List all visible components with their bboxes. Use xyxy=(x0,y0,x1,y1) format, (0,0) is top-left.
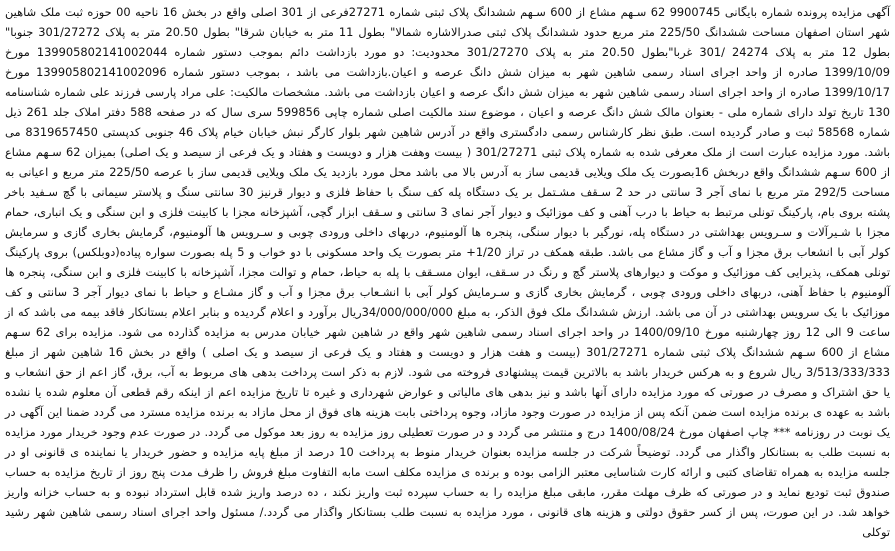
notice-body-text: آگهی مزایده پرونده شماره بایگانی 9900745 62 سـهم مشاع از 600 سـهم ششدانگ پلاک ثبتی شماره 27271فرعی از 301 اصلی واقع در بخش 16 ناحیه 00 حوزه ثبت ملک شاهین شهر استان اصفهان مساحت ششدانگ 225/50 متر مربع حدود ششدانگ پلاک ثبتی صدرالاشاره شمالا" بطول 11 متر به خیابان شرقا" بطول 20.50 متر به پلاک 301/27272 جنوبا" بطول 12 متر به پلاک 24274 /301 غربا"بطول 20.50 متر به پلاک 301/27270 محدودیت: دو مورد بازداشت دائم بموجب دستور شماره 139905802141002044 مورخ 1399/10/09 صادره از واحد اجرای اسناد رسمی شاهین شهر به میزان شش دانگ عرصه و اعیان.بازداشت می باشد ، بموجب دستور شماره 139905802141002096 مورخ 1399/10/17 صادره از واحد اجرای اسناد رسمی شاهین شهر به میزان شش دانگ عرصه و اعیان بازداشت می باشد. مشخصات مالکیت: علی مراد پارسی فرزند علی شماره شناسنامه 130 تاریخ تولد دارای شماره ملی - بعنوان مالک شش دانگ عرصه و اعیان ، موضوع سند مالکیت اصلی شماره چاپی 599856 سری سال که در صفحه 588 دفتر املاک جلد 261 ذیل شماره 58568 ثبت و صادر گردیده است. طبق نظر کارشناس رسمی دادگستری واقع در آدرس شاهین شهر بلوار کارگر نبش خیابان خیام پلاک 46 جنوبی کدپستی 8319657450 می باشد. مورد مزایده عبارت است از ملک معرفی شده به شماره پلاک ثبتی 301/27271 ( بیست وهفت هزار و دویست و هفتاد و یک فرعی از سیصد و یک اصلی) بمیزان 62 سـهم مشاع از 600 سـهم ششدانگ واقع دربخش 16بصورت یک ملک ویلایی قدیمی ساز به آدرس بالا می باشد محل مورد بازدید یک ملک ویلایی قدیمی ساز با عرصه 225/50 متر مربع و اعیانی به مساحت 292/5 متر مربع با نمای آجر 3 سانتی در حد 2 سـقف مشـتمل بر یک دستگاه پله کف سنگ با حفاظ فلزی و دیوار قرنیز 30 سانتی سنگ و پلاستر سیمانی با گچ سـفید باخر پشته بروی بام، پارکینگ تونلی مرتبط به حیاط با درب آهنی و کف موزائیک و دیوار آجر نمای 3 سانتی و سـقف ابزار گچی، آشپزخانه مجزا با کابینت فلزی و ابن سنگی و یک انباری، حمام مجزا با شـیرآلات و سـرویس بهداشتی در دستگاه پله، نورگیر با دیوار سنگی، پنجره ها آلومنیوم، دربهای داخلی ورودی چوبی و سـرویس ها آلومنیوم، گرمایش بخاری گازی و سرمایش کولر آبی با انشعاب برق مجزا و آب و گاز مشاع می باشد. طبقه همکف در تراز 1/20+ متر بصورت یک واحد مسکونی با دو خواب و 5 پله بصورت سواره پیاده(دوبلکس) بروی پارکینگ تونلی همکف، پذیرایی کف موزائیک و موکت و دیوارهای پلاستر گچ و رنگ در سـقف، ایوان مسـقف با پله به حیاط، حمام و توالت مجزا، آشپزخانه با کابینت فلزی و ابن سنگی، پنجره ها آلومنیوم با حفاظ آهنی، دربهای داخلی ورودی چوبی ، گرمایش بخاری گازی و سـرمایش کولر آبی با انشـعاب برق مجزا و آب و گاز مشـاع و حیاط با نمای دیوار آجر 3 سانتی و کف موزائیک با یک سرویس بهداشتی در آن می باشد. ارزش ششدانگ ملک فوق الذکر، به مبلغ 34/000/000/000ریال برآورد و اعلام گردیده و بنابر اعلام بستانکار فاقد بیمه می باشد که از ساعت 9 الی 12 روز چهارشنبه مورخ 1400/09/10 در واحد اجرای اسناد رسمی شاهین شهر واقع در شاهین شهر خیابان مدرس به مزایده گذارده می شود. مزایده برای 62 سـهم مشاع از 600 سـهم ششدانگ پلاک ثبتی شماره 301/27271 (بیست و هفت هزار و دویست و هفتاد و یک فرعی از سیصد و یک اصلی ) واقع در بخش 16 شاهین شهر از مبلغ 3/513/333/333 ریال شروع و به هرکس خریدار باشد به بالاترین قیمت پیشنهادی فروخته می شود. لازم به ذکر است پرداخت بدهی های مربوط به آب، برق، گاز اعم از حق انشعاب و یا حق اشتراک و مصرف در صورتی که مورد مزایده دارای آنها باشد و نیز بدهی های مالیاتی و عوارض شهرداری و غیره تا تاریخ مزایده اعم از اینکه رقم قطعی آن معلوم شده یا نشده باشد به عهده ی برنده مزایده است ضمن آنکه پس از مزایده در صورت وجود مازاد، وجوه پرداختی بابت هزینه های فوق از محل مازاد به برنده مزایده مسترد می گردد ضمنا این آگهی در یک نوبت در روزنامه *** چاپ اصفهان مورخ 1400/08/24 درج و منتشر می گردد و در صورت تعطیلی روز مزایده به روز بعد موکول می گردد. در صورت عدم وجود خریدار مورد مزایده به نسبت طلب به بستانکار واگذار می گردد. توضیحاً شرکت در جلسه مزایده بعنوان خریدار منوط به پرداخت 10 درصد از مبلغ پایه مزایده و حضور خریدار یا نماینده ی قانونی او در جلسه مزایده به همراه تقاضای کتبی و ارائه کارت شناسایی معتبر الزامی بوده و برنده ی مزایده مکلف است مابه التفاوت مبلغ فروش را ظرف مدت پنج روز از تاریخ مزایده به حساب صندوق ثبت تودیع نماید و در صورتی که ظرف مهلت مقرر، مابقی مبلغ مزایده را به حساب سپرده ثبت واریز نکند ، ده درصد واریز شده قابل استرداد نبوده و به حساب خزانه واریز خواهد شد. در این صورت، پس از کسر حقوق دولتی و هزینه های قانونی ، مورد مزایده به نسبت طلب بستانکار واگذار می گردد./ مسئول واحد اجرای اسناد رسمی شاهین شهر رشید توکلی xyxy=(5,5,891,539)
